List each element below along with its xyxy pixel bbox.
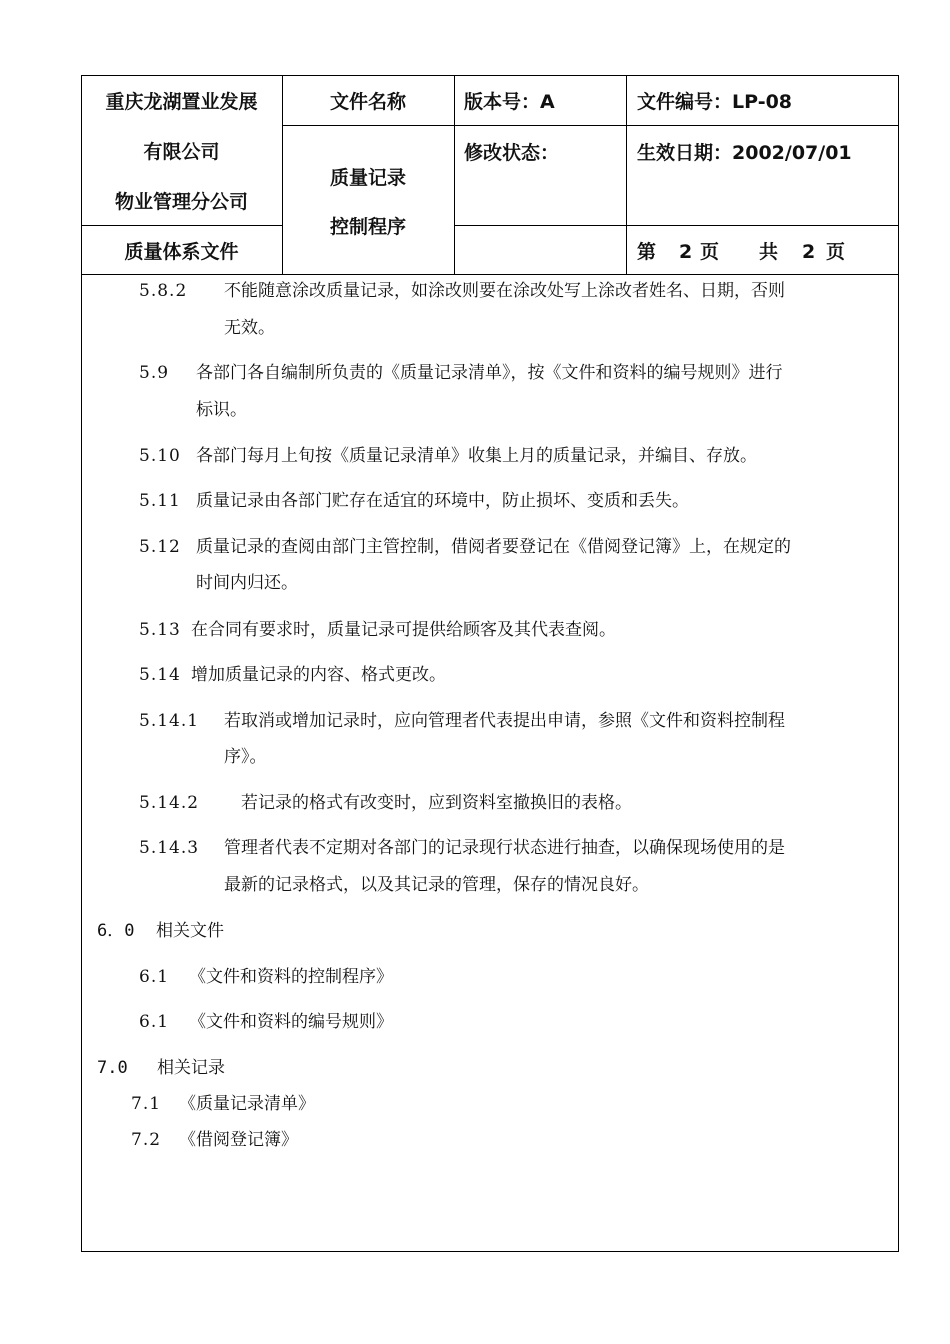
page-total-number: 2 — [802, 241, 816, 263]
clause-number: 5.10 — [139, 446, 181, 466]
clause-number: 5.8.2 — [139, 281, 188, 301]
section-title: 相关记录 — [157, 1058, 225, 1078]
page-label-ye: 页 — [700, 241, 720, 263]
clause-text: 增加质量记录的内容、格式更改。 — [191, 665, 446, 685]
page-label-di: 第 — [637, 241, 657, 263]
clause-number: 5.11 — [139, 491, 181, 511]
clause-text: 在合同有要求时，质量记录可提供给顾客及其代表查阅。 — [191, 620, 616, 640]
document-number: 文件编号：LP-08 — [637, 91, 793, 113]
clause-text-continued: 无效。 — [224, 318, 275, 338]
section-number: 6．0 — [97, 921, 135, 941]
clause-number: 5.12 — [139, 537, 181, 557]
header-bottom-border — [81, 274, 899, 275]
section-number: 7.0 — [97, 1058, 128, 1078]
clause-number: 5.14 — [139, 665, 181, 685]
clause-text-continued: 时间内归还。 — [196, 573, 298, 593]
clause-number: 5.14.2 — [139, 793, 200, 813]
header-divider-1 — [282, 125, 899, 126]
clause-number: 5.14.1 — [139, 711, 200, 731]
clause-text: 不能随意涂改质量记录，如涂改则要在涂改处写上涂改者姓名、日期，否则 — [224, 281, 785, 301]
reference-number: 6.1 — [139, 967, 170, 987]
clause-text: 管理者代表不定期对各部门的记录现行状态进行抽查，以确保现场使用的是 — [224, 838, 785, 858]
clause-number: 5.9 — [139, 363, 170, 383]
header-column-divider-3 — [626, 75, 627, 274]
record-name: 《质量记录清单》 — [179, 1094, 315, 1114]
clause-text: 若取消或增加记录时，应向管理者代表提出申请，参照《文件和资料控制程 — [224, 711, 785, 731]
reference-document: 《文件和资料的控制程序》 — [189, 967, 393, 987]
page-current-number: 2 — [679, 241, 693, 263]
document-title-line2: 控制程序 — [329, 216, 406, 238]
effective-date: 生效日期：2002/07/01 — [637, 142, 852, 164]
clause-text-continued: 最新的记录格式，以及其记录的管理，保存的情况良好。 — [224, 875, 649, 895]
clause-text-continued: 序》。 — [224, 747, 267, 767]
page-label-ye-2: 页 — [826, 241, 846, 263]
company-name-line1: 重庆龙湖置业发展 — [105, 91, 258, 113]
clause-text: 质量记录的查阅由部门主管控制，借阅者要登记在《借阅登记簿》上，在规定的 — [196, 537, 791, 557]
clause-text: 若记录的格式有改变时，应到资料室撤换旧的表格。 — [241, 793, 632, 813]
header-divider-3 — [454, 225, 899, 226]
record-name: 《借阅登记簿》 — [179, 1130, 298, 1150]
clause-text: 各部门各自编制所负责的《质量记录清单》，按《文件和资料的编号规则》进行 — [196, 363, 783, 383]
document-type: 质量体系文件 — [124, 241, 239, 263]
document-title-line1: 质量记录 — [329, 167, 406, 189]
company-name-line2: 有限公司 — [143, 141, 220, 163]
clause-number: 5.14.3 — [139, 838, 200, 858]
document-name-label: 文件名称 — [329, 91, 406, 113]
clause-text-continued: 标识。 — [196, 400, 247, 420]
reference-number: 6.1 — [139, 1012, 170, 1032]
version-number: 版本号：A — [464, 91, 555, 113]
section-title: 相关文件 — [156, 921, 224, 941]
clause-text: 质量记录由各部门贮存在适宜的环境中，防止损坏、变质和丢失。 — [196, 491, 689, 511]
page-label-gong: 共 — [759, 241, 779, 263]
record-number: 7.2 — [131, 1130, 162, 1150]
clause-number: 5.13 — [139, 620, 181, 640]
reference-document: 《文件和资料的编号规则》 — [189, 1012, 393, 1032]
revision-status: 修改状态： — [464, 142, 560, 164]
clause-text: 各部门每月上旬按《质量记录清单》收集上月的质量记录，并编目、存放。 — [196, 446, 757, 466]
company-name-line3: 物业管理分公司 — [114, 191, 248, 213]
header-divider-2 — [81, 225, 282, 226]
record-number: 7.1 — [131, 1094, 162, 1114]
header-column-divider-2 — [454, 75, 455, 274]
